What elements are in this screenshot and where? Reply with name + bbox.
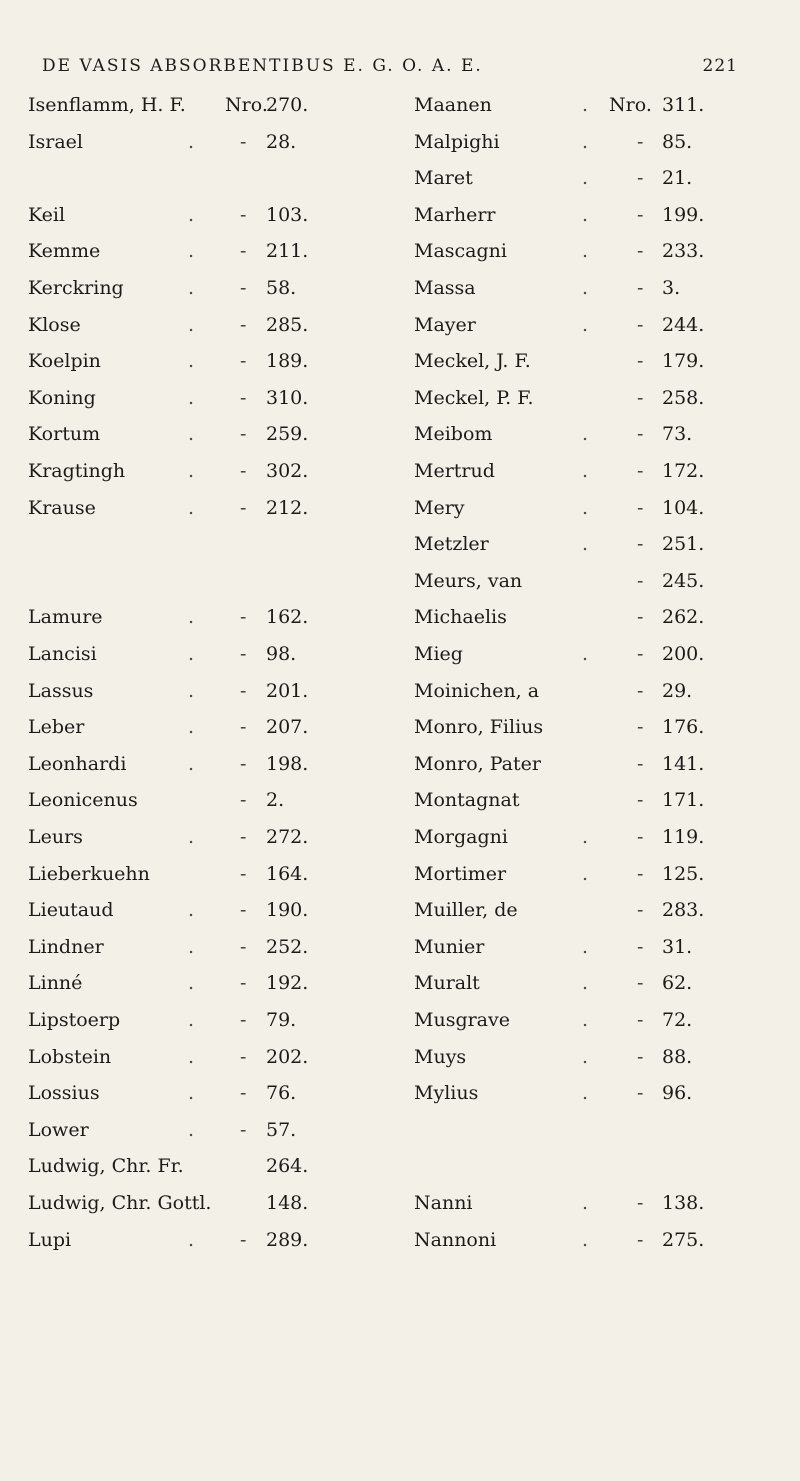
entry-number: 200. [662, 643, 705, 665]
leader-dot: . [188, 240, 195, 263]
entry-number: 176. [662, 716, 705, 739]
index-entry [414, 419, 780, 449]
entry-number: 138. [662, 1192, 705, 1214]
leader-dash: - [240, 313, 247, 336]
leader-dash: - [637, 350, 644, 373]
entry-name: Klose [28, 313, 81, 336]
index-entry [414, 273, 780, 303]
index-entry [414, 383, 780, 413]
leader-dash: - [240, 899, 247, 922]
index-entry [28, 1115, 398, 1145]
entry-number: 245. [662, 569, 705, 592]
leader-dash: - [637, 203, 644, 226]
entry-name: Mery [414, 496, 465, 519]
index-entry [28, 968, 398, 998]
entry-name: Meckel, J. F. [414, 350, 531, 373]
leader-dot: . [188, 277, 195, 299]
leader-dash: - [240, 826, 247, 848]
entry-name: Mortimer [414, 862, 507, 885]
index-entry [414, 1225, 780, 1255]
index-entry [414, 676, 780, 706]
entry-name: Lipstoerp [28, 1009, 121, 1031]
entry-number: 72. [662, 1009, 693, 1031]
leader-dot: . [582, 1009, 589, 1031]
leader-dot: . [582, 277, 589, 299]
leader-dot: . [582, 240, 589, 263]
leader-dot: . [582, 1045, 589, 1068]
leader-dash: - [637, 1228, 644, 1251]
leader-dash: - [637, 386, 644, 409]
entry-name: Moinichen, a [414, 679, 540, 702]
index-entry [414, 968, 780, 998]
entry-number: 88. [662, 1045, 693, 1068]
entry-name: Mieg [414, 643, 463, 665]
entry-name: Meurs, van [414, 569, 523, 592]
entry-name: Muiller, de [414, 899, 518, 922]
leader-dash: - [240, 679, 247, 702]
entry-name: Monro, Pater [414, 752, 541, 775]
leader-dot: . [188, 130, 195, 153]
index-entry [414, 895, 780, 925]
index-entry [28, 712, 398, 742]
leader-dot: . [582, 643, 589, 665]
leader-dash: - [637, 130, 644, 153]
leader-dot: . [582, 935, 589, 958]
entry-number: 148. [266, 1192, 309, 1214]
entry-number: 2. [266, 789, 285, 812]
entry-number: 190. [266, 899, 309, 922]
entry-number: 141. [662, 752, 705, 775]
leader-dash: - [240, 496, 247, 519]
entry-name: Ludwig, Chr. Gottl. [28, 1192, 212, 1214]
entry-number: 212. [266, 496, 309, 519]
page-number: 221 [702, 56, 738, 76]
index-entry [414, 932, 780, 962]
leader-dot: . [582, 94, 589, 116]
leader-dash: - [637, 1009, 644, 1031]
leader-dash: - [240, 1045, 247, 1068]
index-entry [28, 200, 398, 230]
entry-name: Malpighi [414, 130, 500, 153]
entry-name: Mayer [414, 313, 476, 336]
entry-number: 103. [266, 203, 309, 226]
entry-number: 199. [662, 203, 705, 226]
entry-name: Muralt [414, 972, 480, 995]
leader-dash: - [637, 167, 644, 190]
entry-name: Lamure [28, 606, 103, 629]
leader-dash: - [637, 277, 644, 299]
leader-dash: - [637, 972, 644, 995]
index-entry [28, 383, 398, 413]
leader-dash: - [637, 789, 644, 812]
index-entry [28, 639, 398, 669]
leader-dash: - [637, 899, 644, 922]
entry-number: 311. [662, 94, 705, 116]
entry-name: Munier [414, 935, 485, 958]
entry-name: Meibom [414, 423, 493, 446]
leader-dash: - [240, 460, 247, 482]
leader-dash: - [637, 1082, 644, 1105]
leader-dash: - [637, 1192, 644, 1214]
leader-dot: . [582, 496, 589, 519]
entry-number: 21. [662, 167, 693, 190]
leader-dot: . [188, 899, 195, 922]
index-entry [414, 566, 780, 596]
leader-dot: . [582, 130, 589, 153]
entry-number: 172. [662, 460, 705, 482]
index-entry [414, 1078, 780, 1108]
entry-number: 259. [266, 423, 309, 446]
index-entry [414, 127, 780, 157]
leader-dot: . [188, 313, 195, 336]
leader-dot: . [188, 716, 195, 739]
leader-dash: - [637, 496, 644, 519]
index-entry [28, 676, 398, 706]
entry-name: Keil [28, 203, 66, 226]
index-entry [28, 1078, 398, 1108]
entry-name: Leonicenus [28, 789, 138, 812]
entry-number: 262. [662, 606, 705, 629]
entry-name: Meckel, P. F. [414, 386, 534, 409]
leader-dash: - [240, 386, 247, 409]
leader-dash: - [637, 240, 644, 263]
entry-name: Kortum [28, 423, 101, 446]
leader-dash: - [637, 935, 644, 958]
index-entry [414, 822, 780, 852]
leader-dot: . [582, 862, 589, 885]
entry-number: 79. [266, 1009, 297, 1031]
leader-dash: - [240, 716, 247, 739]
entry-name: Kragtingh [28, 460, 126, 482]
entry-name: Lancisi [28, 643, 97, 665]
running-header [0, 56, 800, 76]
index-entry [28, 456, 398, 486]
leader-dash: - [240, 972, 247, 995]
index-entry [28, 932, 398, 962]
index-entry [414, 639, 780, 669]
entry-name: Marherr [414, 203, 496, 226]
entry-number: 73. [662, 423, 693, 446]
leader-dash: - [637, 533, 644, 556]
index-entry [414, 310, 780, 340]
leader-dash: - [240, 203, 247, 226]
leader-dot: . [582, 1228, 589, 1251]
entry-number: 125. [662, 862, 705, 885]
entry-name: Montagnat [414, 789, 520, 812]
entry-name: Morgagni [414, 826, 508, 848]
leader-dash: - [637, 643, 644, 665]
entry-number: 270. [266, 94, 309, 116]
entry-number: 62. [662, 972, 693, 995]
index-entry [414, 456, 780, 486]
entry-number: 104. [662, 496, 705, 519]
entry-number: 244. [662, 313, 705, 336]
entry-name: Massa [414, 277, 476, 299]
leader-dot: . [582, 972, 589, 995]
index-entry [414, 163, 780, 193]
leader-dash: - [240, 606, 247, 629]
entry-number: 264. [266, 1155, 309, 1178]
index-entry [414, 90, 780, 120]
entry-number: 289. [266, 1228, 309, 1251]
leader-dash: - [240, 423, 247, 446]
entry-number: 233. [662, 240, 705, 263]
entry-name: Metzler [414, 533, 489, 556]
entry-number: 171. [662, 789, 705, 812]
leader-dot: . [188, 606, 195, 629]
entry-name: Lower [28, 1118, 89, 1141]
index-entry [28, 273, 398, 303]
entry-name: Michaelis [414, 606, 507, 629]
leader-dot: . [188, 1009, 195, 1031]
entry-name: Leonhardi [28, 752, 127, 775]
entry-number: 251. [662, 533, 705, 556]
index-entry [414, 749, 780, 779]
entry-name: Lassus [28, 679, 94, 702]
leader-dot: . [188, 679, 195, 702]
leader-dot: . [188, 1118, 195, 1141]
entry-number: 252. [266, 935, 309, 958]
leader-dot: . [188, 423, 195, 446]
index-entry [28, 310, 398, 340]
entry-number: 258. [662, 386, 705, 409]
index-entry [414, 529, 780, 559]
entry-name: Nanni [414, 1192, 473, 1214]
entry-name: Nannoni [414, 1228, 497, 1251]
index-entry [28, 529, 398, 559]
entry-name: Koelpin [28, 350, 101, 373]
entry-number: 198. [266, 752, 309, 775]
entry-name: Kemme [28, 240, 101, 263]
entry-name: Isenflamm, H. F. [28, 94, 186, 116]
leader-dot: . [582, 1192, 589, 1214]
entry-name: Lieberkuehn [28, 862, 150, 885]
leader-dot: . [188, 350, 195, 373]
entry-name: Ludwig, Chr. Fr. [28, 1155, 184, 1178]
entry-name: Mertrud [414, 460, 495, 482]
index-entry [414, 346, 780, 376]
index-entry [28, 602, 398, 632]
leader-dash: - [637, 313, 644, 336]
leader-dash: - [240, 130, 247, 153]
index-entry [414, 602, 780, 632]
entry-name: Kerckring [28, 277, 124, 299]
entry-number: 28. [266, 130, 297, 153]
index-entry [414, 1188, 780, 1218]
header-title: DE VASIS ABSORBENTIBUS E. G. O. A. E. [42, 56, 483, 76]
leader-dot: . [188, 935, 195, 958]
leader-dot: . [188, 496, 195, 519]
index-entry [28, 493, 398, 523]
entry-number: 119. [662, 826, 705, 848]
entry-number: 202. [266, 1045, 309, 1068]
index-entry [28, 1151, 398, 1181]
leader-dash: - [637, 679, 644, 702]
entry-number: 85. [662, 130, 693, 153]
leader-dot: . [582, 533, 589, 556]
entry-name: Lobstein [28, 1045, 112, 1068]
leader-dot: . [188, 203, 195, 226]
entry-name: Maanen [414, 94, 492, 116]
index-entry [414, 712, 780, 742]
leader-dot: . [582, 460, 589, 482]
index-entry [28, 1042, 398, 1072]
entry-name: Leurs [28, 826, 83, 848]
entry-name: Leber [28, 716, 85, 739]
index-entry [28, 163, 398, 193]
index-entry [414, 200, 780, 230]
entry-number: 201. [266, 679, 309, 702]
index-entry [28, 127, 398, 157]
entry-name: Mylius [414, 1082, 479, 1105]
leader-dash: - [240, 935, 247, 958]
leader-dot: . [188, 1082, 195, 1105]
entry-number: 283. [662, 899, 705, 922]
nro-label: Nro. [225, 94, 268, 116]
leader-dash: - [240, 277, 247, 299]
index-entry [28, 346, 398, 376]
leader-dash: - [637, 862, 644, 885]
leader-dash: - [637, 1045, 644, 1068]
leader-dash: - [637, 716, 644, 739]
index-entry [414, 1042, 780, 1072]
leader-dash: - [240, 862, 247, 885]
entry-number: 272. [266, 826, 309, 848]
index-entry [28, 236, 398, 266]
entry-number: 211. [266, 240, 309, 263]
leader-dot: . [188, 826, 195, 848]
leader-dash: - [240, 1228, 247, 1251]
entry-name: Krause [28, 496, 96, 519]
leader-dot: . [188, 643, 195, 665]
leader-dot: . [582, 313, 589, 336]
index-entry [414, 493, 780, 523]
entry-name: Linné [28, 972, 83, 995]
leader-dot: . [188, 972, 195, 995]
entry-name: Israel [28, 130, 83, 153]
leader-dot: . [582, 167, 589, 190]
entry-number: 29. [662, 679, 693, 702]
leader-dash: - [240, 350, 247, 373]
entry-number: 31. [662, 935, 693, 958]
leader-dot: . [582, 1082, 589, 1105]
entry-name: Musgrave [414, 1009, 510, 1031]
leader-dot: . [188, 1228, 195, 1251]
leader-dot: . [188, 460, 195, 482]
index-entry [414, 1005, 780, 1035]
index-entry [28, 822, 398, 852]
leader-dash: - [240, 1118, 247, 1141]
index-entry [414, 1151, 780, 1181]
leader-dash: - [240, 752, 247, 775]
leader-dash: - [637, 460, 644, 482]
leader-dot: . [188, 386, 195, 409]
index-entry [28, 749, 398, 779]
entry-name: Lieutaud [28, 899, 114, 922]
entry-number: 285. [266, 313, 309, 336]
index-entry [28, 859, 398, 889]
entry-name: Monro, Filius [414, 716, 544, 739]
leader-dash: - [240, 240, 247, 263]
entry-name: Lupi [28, 1228, 72, 1251]
leader-dot: . [582, 423, 589, 446]
index-entry [414, 1115, 780, 1145]
entry-number: 164. [266, 862, 309, 885]
index-entry [414, 236, 780, 266]
entry-name: Muys [414, 1045, 467, 1068]
entry-number: 310. [266, 386, 309, 409]
entry-number: 179. [662, 350, 705, 373]
leader-dash: - [637, 569, 644, 592]
index-entry [414, 859, 780, 889]
leader-dash: - [240, 1009, 247, 1031]
entry-name: Lindner [28, 935, 104, 958]
index-entry [414, 785, 780, 815]
entry-number: 57. [266, 1118, 297, 1141]
leader-dash: - [240, 789, 247, 812]
leader-dash: - [637, 826, 644, 848]
entry-number: 76. [266, 1082, 297, 1105]
entry-number: 3. [662, 277, 681, 299]
index-entry [28, 566, 398, 596]
entry-number: 207. [266, 716, 309, 739]
entry-number: 96. [662, 1082, 693, 1105]
index-entry [28, 90, 398, 120]
index-entry [28, 785, 398, 815]
entry-name: Koning [28, 386, 96, 409]
entry-name: Maret [414, 167, 473, 190]
entry-number: 275. [662, 1228, 705, 1251]
entry-name: Mascagni [414, 240, 507, 263]
index-entry [28, 419, 398, 449]
leader-dash: - [637, 752, 644, 775]
leader-dash: - [240, 643, 247, 665]
index-entry [28, 1188, 398, 1218]
index-entry [28, 1225, 398, 1255]
entry-name: Lossius [28, 1082, 100, 1105]
leader-dash: - [240, 1082, 247, 1105]
leader-dot: . [582, 203, 589, 226]
entry-number: 98. [266, 643, 297, 665]
entry-number: 192. [266, 972, 309, 995]
index-entry [28, 895, 398, 925]
leader-dot: . [582, 826, 589, 848]
entry-number: 302. [266, 460, 309, 482]
leader-dot: . [188, 1045, 195, 1068]
entry-number: 162. [266, 606, 309, 629]
leader-dash: - [637, 606, 644, 629]
nro-label: Nro. [609, 94, 652, 116]
entry-number: 58. [266, 277, 297, 299]
index-entry [28, 1005, 398, 1035]
leader-dash: - [637, 423, 644, 446]
entry-number: 189. [266, 350, 309, 373]
leader-dot: . [188, 752, 195, 775]
